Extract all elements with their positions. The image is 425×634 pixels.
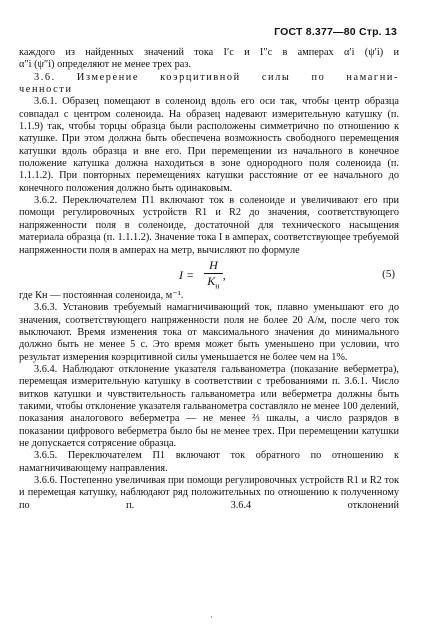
formula-denominator: $K_н$ [207, 273, 220, 291]
paragraph-continuation-line-1: каждого из найденных значений тока I′с и I″с в амперах α′i (ψ′i) и [19, 47, 399, 58]
formula-fraction [204, 259, 223, 292]
formula-lhs: I = [179, 268, 195, 283]
body-text [19, 47, 399, 512]
paragraph-continuation-line-2: α″i (ψ″i) определяют не менее трех раз. [19, 59, 191, 71]
paragraph-3-6-2: 3.6.2. Переключателем П1 включают ток в соленоиде и увеличивают его при помощи регулировочных устройств R1 и R2 до значения, соответствующего напряженности поля в соленоиде, достаточной для технического насыщения материала образца (п. 1.1.1.2). Значение тока I в амперах, соответствующее требуемой напряженности поля в амперах на метр, вычисляют по формуле [19, 195, 399, 256]
paragraph-3-6-1: 3.6.1. Образец помещают в соленоид вдоль его оси так, чтобы центр образца совпадал с центром соленоида. На образец надевают измерительную катушку (п. 1.1.9) так, чтобы торцы образца были расположены симметрично по отношению к катушке. При этом должна быть обеспечена возможность свободного перемещения катушки вдоль образца и вне его. При перемещении из начального в конечное положение катушка должна находиться в зоне однородного поля соленоида (п. 1.1.1.2). При повторных перемещениях катушки расстояние от ее начального до конечного положения должно быть одинаковым. [19, 96, 399, 194]
paragraph-3-6-4: 3.6.4. Наблюдают отклонение указателя гальванометра (показание веберметра), перемещая измерительную катушку в соответствии с требованиями п. 3.6.1. Число витков катушки и чувствительность гальванометра или веберметра должны быть такими, чтобы отклонение указателя гальванометра составляло не менее 100 делений, показания аналогового веберметра — не менее ⅔ шкалы, а число разрядов в показании цифрового веберметра было бы не менее трех. При перемещении катушки не допускается сотрясение образца. [19, 363, 399, 449]
paragraph-3-6-3: 3.6.3. Установив требуемый намагничивающий ток, плавно уменьшают его до значения, соответствующего напряженности поля не более 20 А/м, после чего ток выключают. Время изменения тока от максимального значения до минимального должно быть не менее 5 с. Это время может быть уменьшено при условии, что результат измерения коэрцитивной силы уменьшается не более чем на 1%. [19, 302, 399, 363]
paragraph-3-6-6: 3.6.6. Постепенно увеличивая при помощи регулировочных устройств R1 и R2 ток и перемещая катушку, наблюдают ряд положительных по отношению к полученному по п. 3.6.4 отклонений [19, 475, 399, 511]
formula-5 [19, 258, 399, 289]
equation-number: (5) [382, 267, 395, 280]
formula-numerator: H [204, 259, 223, 274]
formula-trailing-comma: , [222, 268, 226, 283]
section-3-6-heading-line-1: 3.6. Измерение коэрцитивной силы по намагни- [34, 71, 399, 83]
formula-explanation: где Кн — постоянная соленоида, м⁻¹. [19, 289, 184, 301]
formula-expression [179, 259, 226, 292]
page-header: ГОСТ 8.377—80 Стр. 13 [274, 26, 397, 38]
section-3-6-heading-line-2: ченности [19, 84, 73, 96]
page-footer-mark: · [210, 612, 213, 622]
formula-denominator-subscript: н [215, 281, 220, 291]
paragraph-3-6-5: 3.6.5. Переключателем П1 включают ток обратного по отношению к намагничивающему направления. [19, 450, 399, 474]
